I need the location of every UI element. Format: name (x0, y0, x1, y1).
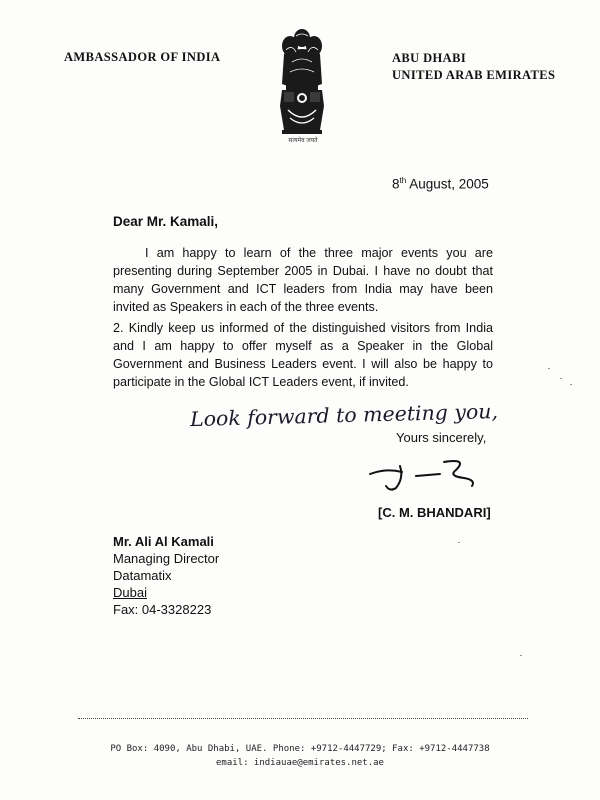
footer-contact: PO Box: 4090, Abu Dhabi, UAE. Phone: +9712-4447729; Fax: +9712-4447738 (110, 744, 490, 754)
recipient-fax: Fax: 04-3328223 (113, 602, 212, 617)
recipient-city: Dubai (113, 585, 147, 600)
scan-speck (560, 378, 562, 379)
recipient-title: Managing Director (113, 551, 220, 566)
letterhead-location (392, 50, 555, 84)
letterhead-country: UNITED ARAB EMIRATES (392, 68, 556, 82)
scan-speck (520, 655, 522, 656)
letterhead-city: ABU DHABI (392, 51, 467, 65)
footer (40, 742, 560, 770)
footer-email: email: indiauae@emirates.net.ae (216, 758, 384, 768)
scan-speck (458, 542, 460, 543)
handwritten-note-text: Look forward to meeting you, (189, 399, 491, 432)
signatory-name: [C. M. BHANDARI] (378, 505, 491, 520)
handwritten-note (186, 398, 506, 432)
footer-divider (78, 718, 528, 719)
scan-speck (570, 384, 572, 385)
emblem-motto: सत्यमेव जयते (288, 138, 318, 144)
letter-date (392, 176, 489, 192)
recipient-company: Datamatix (113, 568, 172, 583)
body-paragraph-1: I am happy to learn of the three major events you are presenting during September 2005 in Dubai. I have no doubt that many Government and ICT leaders from India may have been invited as Speakers in each of the three events. (113, 246, 493, 314)
letterhead-title: AMBASSADOR OF INDIA (64, 50, 221, 64)
recipient-name: Mr. Ali Al Kamali (113, 534, 214, 549)
date-suffix: th (399, 176, 407, 185)
recipient-address (113, 533, 219, 618)
closing: Yours sincerely, (396, 430, 487, 445)
salutation: Dear Mr. Kamali, (113, 214, 219, 229)
body-paragraph-2: 2. Kindly keep us informed of the distinguished visitors from India and I am happy to offer myself as a Speaker in the Global Government and Business Leaders event. I will also be happy to participate in the Global ICT Leaders event, if invited. (113, 321, 493, 389)
date-rest: August, 2005 (406, 176, 489, 192)
date-day: 8 (392, 176, 400, 192)
signature-icon (360, 452, 490, 492)
national-emblem-icon (270, 26, 334, 148)
scan-speck (548, 368, 550, 369)
